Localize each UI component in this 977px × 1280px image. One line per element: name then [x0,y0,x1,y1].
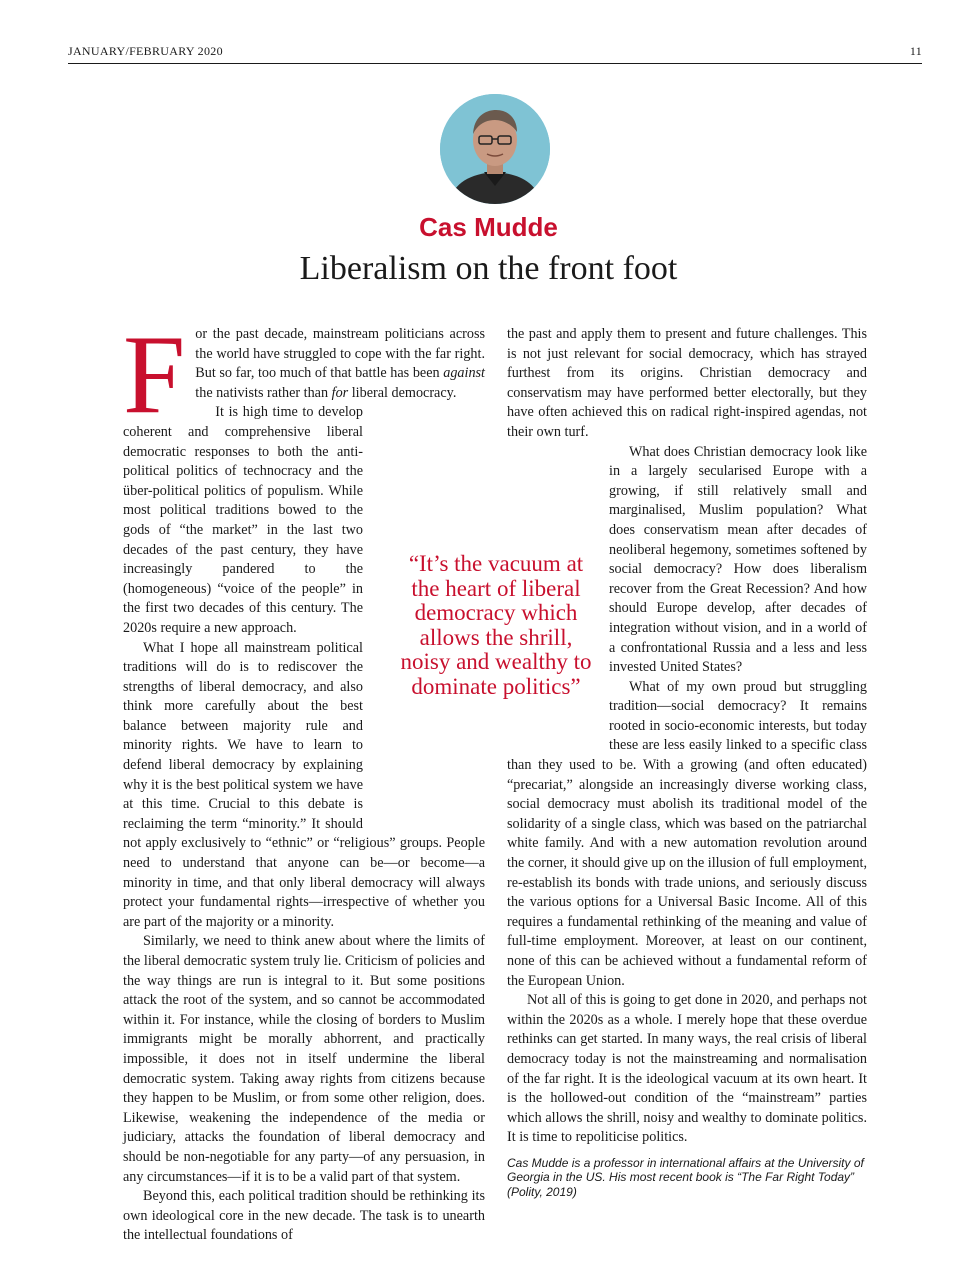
drop-cap: F [123,313,186,437]
page-number: 11 [909,44,922,58]
paragraph: Similarly, we need to think anew about where the limits of the liberal democratic system truly lie. Criticism of policies and the way things are run is integral to it. But some positions attack the root of the system, and so cannot be accommodated within it. For instance, while the closing of borders to Muslim immigrants might be morally abhorrent, and practically impossible, it does not in itself undermine the liberal democratic system. Taking away rights from citizens because they happen to be Muslim, or from some other religion, does. Likewise, weakening the independence of the media or judiciary, attacks the foundation of liberal democracy and should be non-negotiable for any party—of any persuasion, in any circumstances—if it is to be a valid part of that system. [123,933,485,1185]
right-column [507,325,867,1199]
paragraph: What of my own proud but struggling tradition—social democracy? It remains rooted in socio-economic interests, but today these are less easily linked to a specific class than they used to be. With a growing (and often educated) “precariat,” alongside an increasingly diverse working class, social democracy must abolish its traditional model of the solidarity of a single class, which was based on the patriarchal white family. And with a new automation revolution around the corner, it should give up on the illusion of full employment, re-establish its bonds with trade unions, and seriously discuss the various options for a Universal Basic Income. All of this requires a fundamental rethinking of the meaning and value of full-time employment. Moreover, at least on our continent, none of this can be achieved without a fundamental reform of the European Union. [507,678,867,989]
article-title: Liberalism on the front foot [299,250,678,287]
paragraph: Not all of this is going to get done in 2020, and perhaps not within the 2020s as a whole. I merely hope that these overdue rethinks can get started. In many ways, the real crisis of liberal democracy today is not the mainstreaming and normalisation of the far right. It is the ideological vacuum at its own heart. It is the hollowed-out condition of the “mainstream” parties which allows the shrill, noisy and wealthy to dominate politics. It is time to repoliticise politics. [507,992,867,1146]
paragraph: What does Christian democracy look like in a largely secularised Europe with a growing, if still relatively small and marginalised, Muslim population? What does conservatism mean after decades of neoliberal hegemony, sometimes softened by social democracy? How does liberalism recover from the Great Recession? And how should Europe develop, after decades of integration without vision, and in a world of a confrontational Russia and a less and less invested United States? [507,443,867,678]
author-portrait [440,94,550,204]
left-column [123,313,485,1246]
paragraph: It is high time to develop coherent and comprehensive liberal democratic responses to both the anti-political politics of technocracy and the über-political politics of populism. While most political traditions bowed to the gods of “the market” in the last two decades of the past century, they have increasingly pandered to the (homogeneous) “voice of the people” in the first two decades of this century. The 2020s require a new approach. [123,403,485,638]
paragraph: For the past decade, mainstream politicians across the world have struggled to cope with the far right. But so far, too much of that battle has been against the nativists rather than for liberal democracy. [123,313,485,437]
running-header [68,44,922,62]
author-name: Cas Mudde [419,212,558,242]
author-bio: Cas Mudde is a professor in international affairs at the University of Georgia in the US. His most recent book is “The Far Right Today” (Polity, 2019) [507,1155,864,1199]
paragraph: Beyond this, each political tradition should be rethinking its own ideological core in the new decade. The task is to unearth the intellectual foundations of [123,1188,485,1244]
paragraph: What I hope all mainstream political traditions will do is to rediscover the strengths of liberal democracy, and also think more carefully about the best balance between majority rule and minority rights. We have to learn to defend liberal democracy by explaining why it is the best political system we have at this time. Crucial to this debate is reclaiming the term “minority.” It should not apply exclusively to “ethnic” or “religious” groups. People need to understand that anyone can be—or become—a minority in time, and that only liberal democracy will always protect your fundamental rights—irrespective of whether you are part of the majority or a minority. [123,639,485,930]
paragraph: the past and apply them to present and future challenges. This is not just relevant for social democracy, which has strayed furthest from its origins. Christian democracy and conservatism may have performed better electorally, but they have often achieved this on radical right-inspired agendas, not their own turf. [507,326,867,440]
header-rule [68,63,922,64]
pull-quote: “It’s the vacuum at the heart of liberal democracy which allows the shrill, noisy and wealthy to dominate politics” [400,551,592,699]
issue-date: JANUARY/FEBRUARY 2020 [68,44,223,58]
